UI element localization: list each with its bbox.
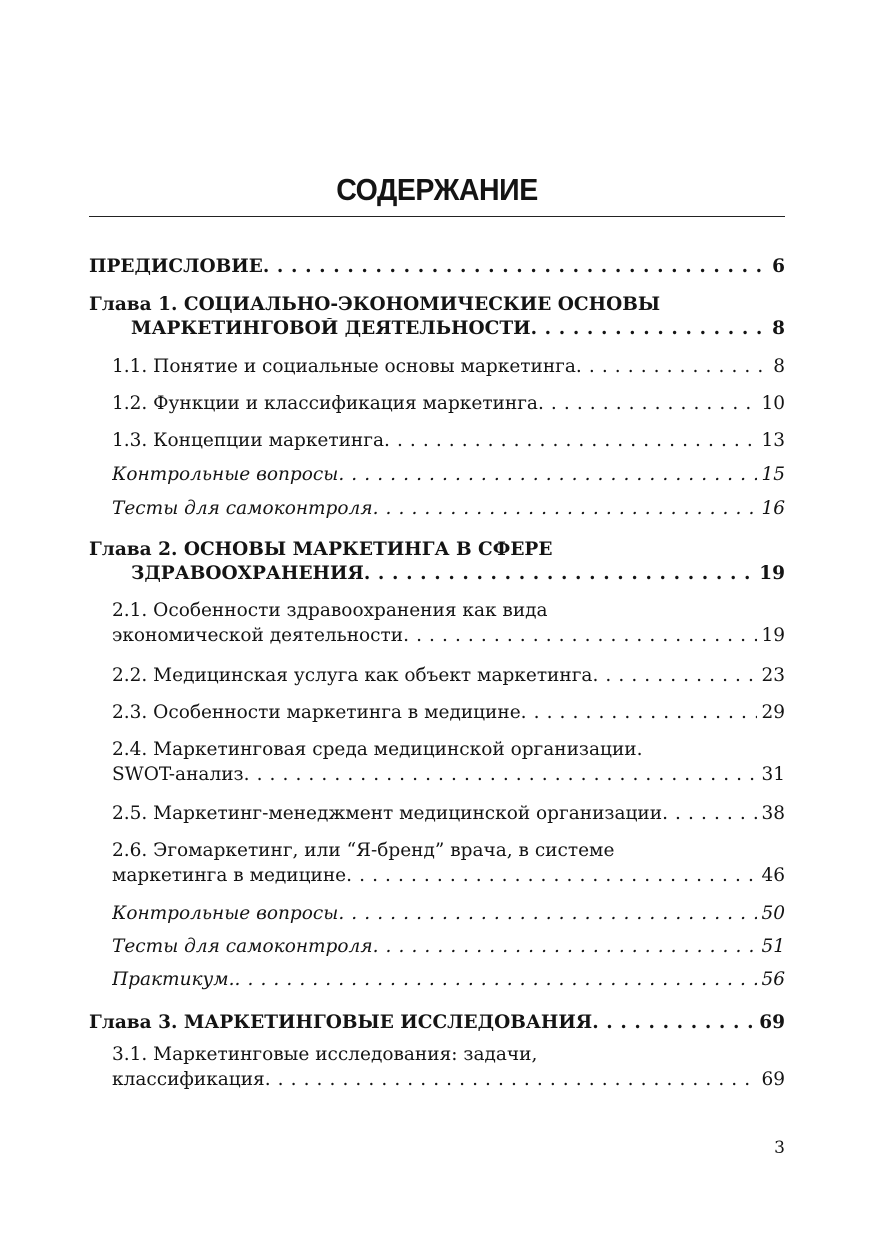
- toc-entry-title: ПРЕДИСЛОВИЕ . . .: [89, 256, 768, 277]
- toc-entry-title: 2.1. Особенности здравоохранения как вида: [112, 600, 548, 621]
- toc-entry-title: 2.2. Медицинская услуга как объект маркетинга . . .: [112, 665, 757, 686]
- toc-page-number: 50: [761, 903, 785, 924]
- toc-entry-2-1[interactable]: [112, 600, 785, 646]
- toc-page-number: 19: [759, 563, 785, 584]
- toc-page-number: 6: [772, 256, 785, 277]
- toc-entry-title: Тесты для самоконтроля . . .: [112, 936, 757, 957]
- toc-page-number: 15: [761, 464, 785, 485]
- toc-entry-title-cont: SWOT-анализ . . .: [112, 764, 757, 785]
- toc-page-number: 69: [759, 1012, 785, 1033]
- toc-entry-3-1[interactable]: [112, 1044, 785, 1090]
- toc-entry-title: Контрольные вопросы . . .: [112, 464, 757, 485]
- toc-page-number: 13: [761, 430, 785, 451]
- toc-page-number: 56: [761, 969, 785, 990]
- toc-entry-2-3[interactable]: [112, 702, 785, 723]
- toc-page-number: 19: [761, 625, 785, 646]
- toc-entry-title: 2.5. Маркетинг-менеджмент медицинской организации . . .: [112, 803, 757, 824]
- page-number: 3: [774, 1138, 785, 1158]
- toc-entry-title: 1.2. Функции и классификация маркетинга . . .: [112, 393, 757, 414]
- toc-entry-title-cont: маркетинга в медицине . . .: [112, 865, 757, 886]
- toc-entry-2-4[interactable]: [112, 739, 785, 785]
- toc-entry-2-6[interactable]: [112, 840, 785, 886]
- toc-entry-2-5[interactable]: [112, 803, 785, 824]
- toc-entry-title: Глава 3. МАРКЕТИНГОВЫЕ ИССЛЕДОВАНИЯ . . .: [89, 1012, 755, 1033]
- toc-entry-title-cont: экономической деятельности . . .: [112, 625, 757, 646]
- toc-entry-title: 2.3. Особенности маркетинга в медицине . . .: [112, 702, 757, 723]
- toc-page-number: 8: [772, 318, 785, 339]
- toc-page-number: 38: [761, 803, 785, 824]
- toc-entry-chapter-2[interactable]: [89, 539, 785, 584]
- toc-entry-title: Практикум. . . .: [112, 969, 757, 990]
- toc-entry-title-cont: классификация . . .: [112, 1069, 757, 1090]
- toc-entry-self-tests-2[interactable]: [112, 936, 785, 957]
- page-title: СОДЕРЖАНИЕ: [336, 172, 538, 207]
- toc-entry-preface[interactable]: [89, 256, 785, 277]
- toc-entry-2-2[interactable]: [112, 665, 785, 686]
- toc-page-number: 23: [761, 665, 785, 686]
- toc-entry-chapter-1[interactable]: [89, 294, 785, 339]
- toc-page-number: 16: [761, 498, 785, 519]
- toc-page-number: 10: [761, 393, 785, 414]
- toc-entry-title: 3.1. Маркетинговые исследования: задачи,: [112, 1044, 538, 1065]
- toc-page-number: 69: [761, 1069, 785, 1090]
- toc-entry-control-questions-1[interactable]: [112, 464, 785, 485]
- toc-entry-practicum[interactable]: [112, 969, 785, 990]
- toc-page-number: 31: [761, 764, 785, 785]
- toc-entry-title-cont: МАРКЕТИНГОВОЙ ДЕЯТЕЛЬНОСТИ . . .: [131, 318, 768, 339]
- toc-entry-title: Глава 1. СОЦИАЛЬНО-ЭКОНОМИЧЕСКИЕ ОСНОВЫ: [89, 294, 661, 315]
- toc-entry-control-questions-2[interactable]: [112, 903, 785, 924]
- toc-entry-title: 1.1. Понятие и социальные основы маркетинга . . .: [112, 356, 769, 377]
- toc-entry-1-3[interactable]: [112, 430, 785, 451]
- title-rule: [89, 216, 785, 217]
- toc-page-number: 51: [761, 936, 785, 957]
- toc-entry-title: Глава 2. ОСНОВЫ МАРКЕТИНГА В СФЕРЕ: [89, 539, 553, 560]
- toc-entry-self-tests-1[interactable]: [112, 498, 785, 519]
- toc-entry-title: 2.4. Маркетинговая среда медицинской организации.: [112, 739, 643, 760]
- toc-entry-chapter-3[interactable]: [89, 1012, 785, 1033]
- toc-entry-1-1[interactable]: [112, 356, 785, 377]
- toc-page-number: 46: [761, 865, 785, 886]
- toc-entry-title-cont: ЗДРАВООХРАНЕНИЯ . . .: [131, 563, 755, 584]
- toc-entry-title: 1.3. Концепции маркетинга . . .: [112, 430, 757, 451]
- toc-page-number: 29: [761, 702, 785, 723]
- toc-page-number: 8: [773, 356, 785, 377]
- toc-entry-title: 2.6. Эгомаркетинг, или “Я-бренд” врача, в системе: [112, 840, 615, 861]
- toc-entry-title: Контрольные вопросы . . .: [112, 903, 757, 924]
- toc-entry-1-2[interactable]: [112, 393, 785, 414]
- toc-entry-title: Тесты для самоконтроля . . .: [112, 498, 757, 519]
